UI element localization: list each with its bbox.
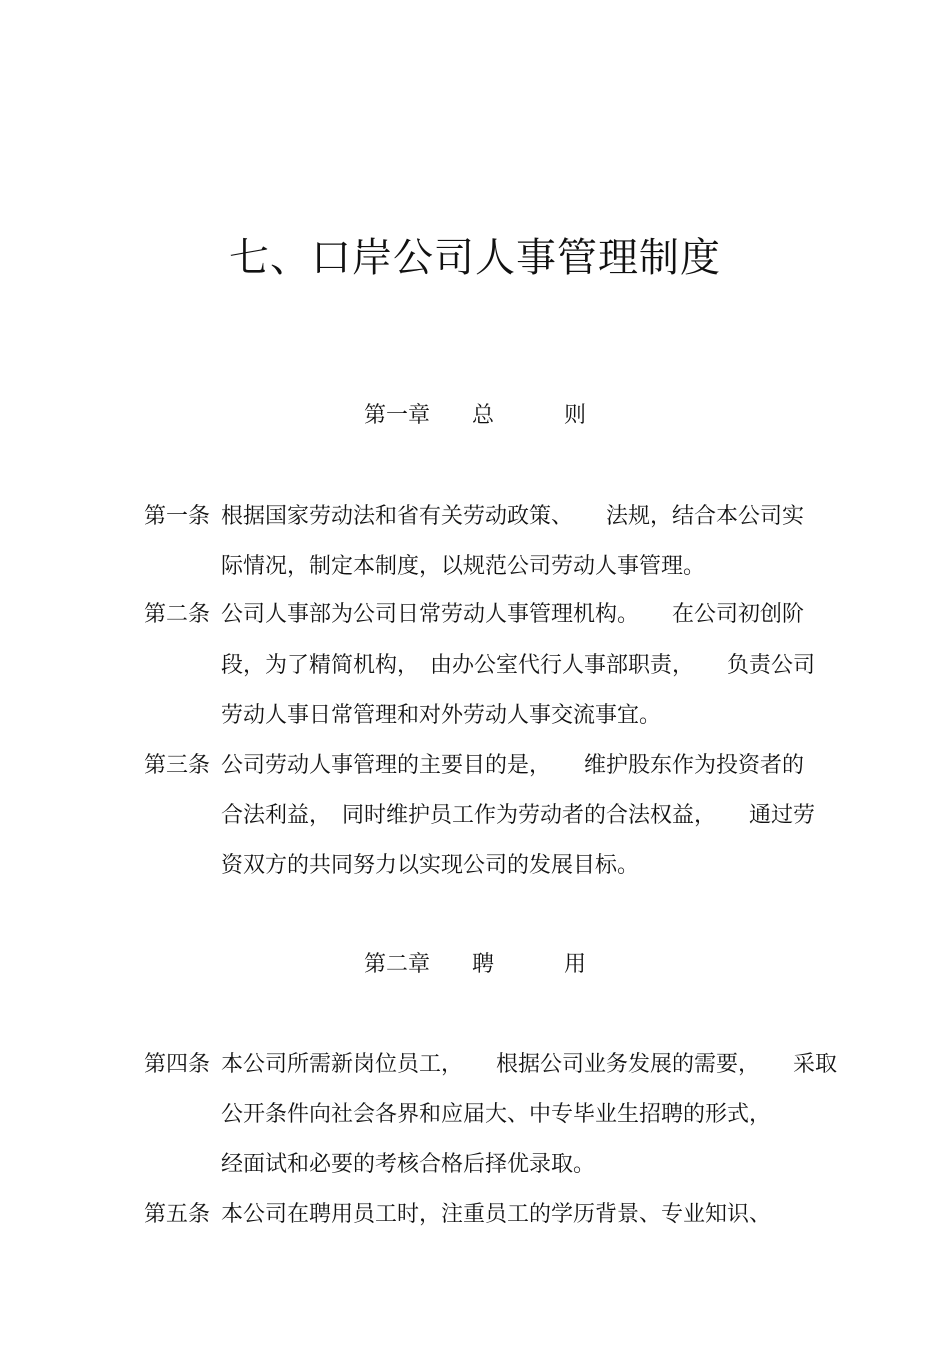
chapter-heading bbox=[0, 950, 950, 980]
article-label: 第三条 bbox=[144, 753, 211, 778]
article-line: 段，为了精简机构， 由办公室代行人事部职责， 负责公司 bbox=[221, 653, 816, 678]
article-line: 根据国家劳动法和省有关劳动政策、 法规，结合本公司实 bbox=[221, 504, 805, 529]
article-line: 本公司所需新岗位员工， 根据公司业务发展的需要， 采取 bbox=[221, 1052, 838, 1077]
article-line: 劳动人事日常管理和对外劳动人事交流事宜。 bbox=[221, 703, 662, 728]
chapter-name-part: 总 bbox=[472, 403, 495, 428]
chapter-name-part: 则 bbox=[563, 403, 586, 428]
article-line: 经面试和必要的考核合格后择优录取。 bbox=[221, 1152, 596, 1177]
article-line: 际情况，制定本制度，以规范公司劳动人事管理。 bbox=[221, 554, 706, 579]
article-line: 公司人事部为公司日常劳动人事管理机构。 在公司初创阶 bbox=[221, 602, 805, 627]
article-line: 公开条件向社会各界和应届大、中专毕业生招聘的形式， bbox=[221, 1102, 772, 1127]
article-label: 第一条 bbox=[144, 504, 211, 529]
chapter-name-part: 聘 bbox=[472, 952, 495, 977]
document-title: 七、口岸公司人事管理制度 bbox=[229, 235, 721, 281]
article-label: 第四条 bbox=[144, 1052, 211, 1077]
article-line: 本公司在聘用员工时，注重员工的学历背景、专业知识、 bbox=[221, 1202, 772, 1227]
chapter-name-part: 用 bbox=[563, 952, 586, 977]
article-line: 合法利益， 同时维护员工作为劳动者的合法权益， 通过劳 bbox=[221, 803, 816, 828]
chapter-number: 第二章 bbox=[364, 952, 431, 977]
article-line: 资双方的共同努力以实现公司的发展目标。 bbox=[221, 853, 640, 878]
chapter-number: 第一章 bbox=[364, 403, 431, 428]
article-line: 公司劳动人事管理的主要目的是， 维护股东作为投资者的 bbox=[221, 753, 805, 778]
article-label: 第五条 bbox=[144, 1202, 211, 1227]
article-label: 第二条 bbox=[144, 602, 211, 627]
chapter-heading bbox=[0, 401, 950, 431]
